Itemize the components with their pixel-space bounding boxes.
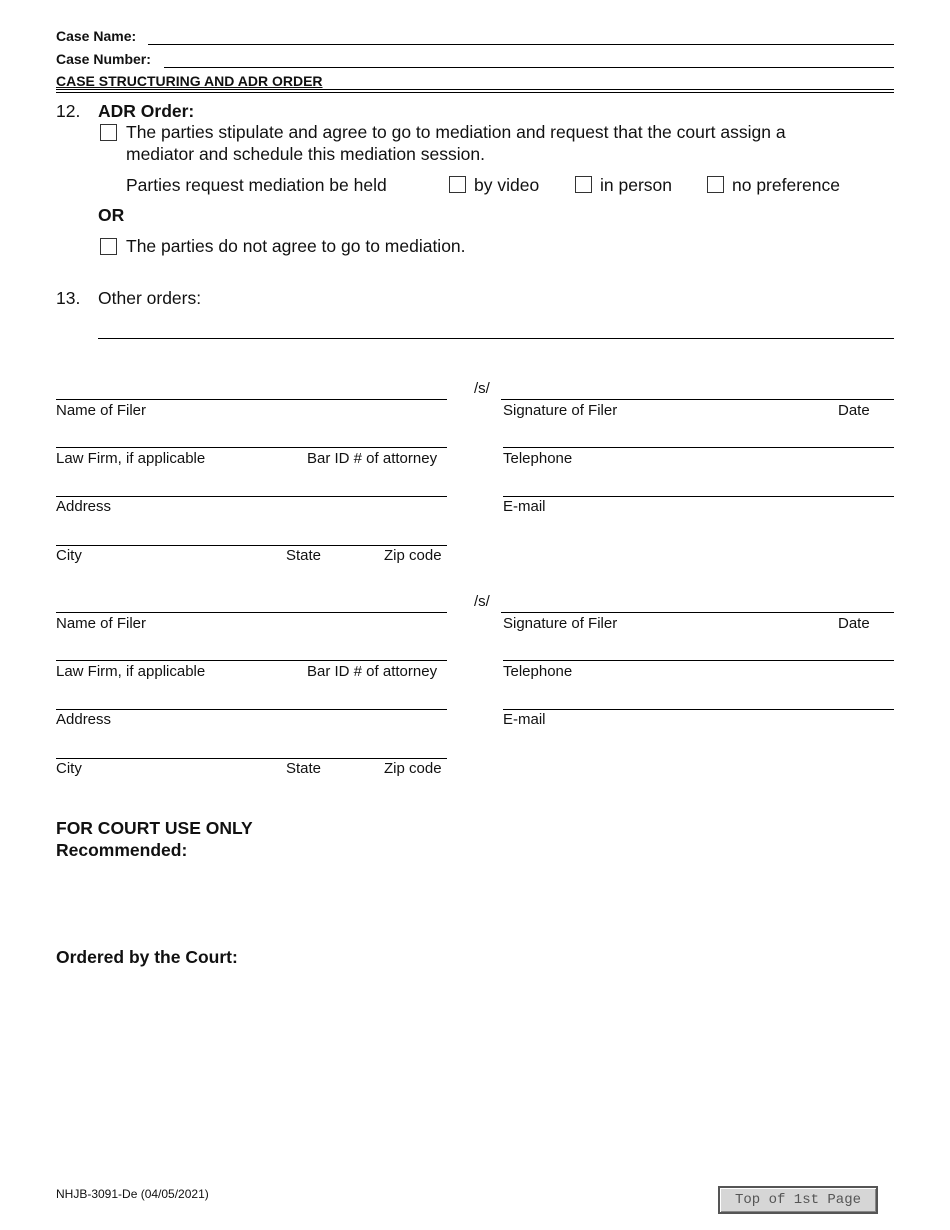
filer2-city-field[interactable]: [58, 735, 447, 759]
filer1-firm-line: [56, 447, 447, 448]
filer1-telephone-field[interactable]: [505, 425, 894, 449]
filer2-email-label: E-mail: [503, 711, 546, 728]
filer1-state-label: State: [286, 547, 322, 564]
filer2-firm-field[interactable]: [58, 638, 447, 662]
by-video-checkbox[interactable]: [449, 176, 466, 193]
filer2-name-line: [56, 612, 447, 613]
title-rule-bottom: [56, 92, 894, 93]
case-name-label: Case Name:: [56, 28, 137, 44]
top-of-first-page-button[interactable]: Top of 1st Page: [718, 1186, 878, 1214]
court-use-heading: FOR COURT USE ONLY: [56, 818, 253, 838]
filer1-telephone-label: Telephone: [503, 450, 573, 467]
other-orders-line: [98, 338, 894, 339]
other-orders-field[interactable]: [100, 315, 894, 339]
filer1-address-field[interactable]: [58, 473, 447, 497]
filer2-address-field[interactable]: [58, 686, 447, 710]
case-name-line: [148, 44, 894, 45]
item13-number: 13.: [56, 288, 81, 308]
by-video-label: by video: [474, 175, 540, 195]
filer1-signature-line: [501, 399, 894, 400]
filer1-name-line: [56, 399, 447, 400]
not-agree-checkbox[interactable]: [100, 238, 117, 255]
no-preference-checkbox[interactable]: [707, 176, 724, 193]
filer1-zip-label: Zip code: [384, 547, 442, 564]
item12-title: ADR Order:: [98, 101, 195, 121]
ordered-by-court-label: Ordered by the Court:: [56, 947, 238, 967]
filer1-telephone-line: [503, 447, 894, 448]
no-preference-label: no preference: [732, 175, 840, 195]
not-agree-text: The parties do not agree to go to mediation.: [126, 236, 466, 256]
filer2-email-line: [503, 709, 894, 710]
or-label: OR: [98, 205, 125, 225]
filer1-email-line: [503, 496, 894, 497]
filer1-name-field[interactable]: [58, 376, 447, 400]
filer1-address-label: Address: [56, 498, 112, 515]
mediation-request-label: Parties request mediation be held: [126, 175, 387, 195]
filer1-signature-label: Signature of Filer: [503, 402, 618, 419]
filer1-firm-label: Law Firm, if applicable: [56, 450, 206, 467]
filer2-signature-field[interactable]: [504, 589, 894, 613]
filer1-name-label: Name of Filer: [56, 402, 147, 419]
filer1-address-line: [56, 496, 447, 497]
filer2-signature-label: Signature of Filer: [503, 615, 618, 632]
filer2-state-label: State: [286, 760, 322, 777]
filer1-email-field[interactable]: [505, 473, 894, 497]
filer2-email-field[interactable]: [505, 686, 894, 710]
filer2-address-line: [56, 709, 447, 710]
filer2-zip-label: Zip code: [384, 760, 442, 777]
in-person-label: in person: [600, 175, 672, 195]
filer2-name-field[interactable]: [58, 589, 447, 613]
form-title: CASE STRUCTURING AND ADR ORDER: [56, 73, 323, 89]
stipulate-checkbox[interactable]: [100, 124, 117, 141]
stipulate-text-line1: The parties stipulate and agree to go to mediation and request that the court assign a: [126, 122, 786, 142]
stipulate-text-line2: mediator and schedule this mediation session.: [126, 144, 485, 164]
filer2-address-label: Address: [56, 711, 112, 728]
filer2-date-label: Date: [838, 615, 870, 632]
case-number-line: [164, 67, 894, 68]
filer1-bar-label: Bar ID # of attorney: [307, 450, 438, 467]
filer1-city-field[interactable]: [58, 522, 447, 546]
filer1-firm-field[interactable]: [58, 425, 447, 449]
recommended-label: Recommended:: [56, 840, 188, 860]
case-number-label: Case Number:: [56, 51, 151, 67]
filer2-telephone-line: [503, 660, 894, 661]
filer2-bar-label: Bar ID # of attorney: [307, 663, 438, 680]
form-id: NHJB-3091-De (04/05/2021): [56, 1187, 209, 1201]
title-rule-top: [56, 89, 894, 90]
filer2-sig-prefix: /s/: [474, 593, 490, 610]
filer1-sig-prefix: /s/: [474, 380, 490, 397]
filer2-firm-line: [56, 660, 447, 661]
filer1-city-label: City: [56, 547, 82, 564]
filer2-telephone-label: Telephone: [503, 663, 573, 680]
filer2-telephone-field[interactable]: [505, 638, 894, 662]
filer1-signature-field[interactable]: [504, 376, 894, 400]
filer2-city-line: [56, 758, 447, 759]
filer1-date-label: Date: [838, 402, 870, 419]
filer1-city-line: [56, 545, 447, 546]
item12-number: 12.: [56, 101, 81, 121]
item13-title: Other orders:: [98, 288, 202, 308]
filer2-name-label: Name of Filer: [56, 615, 147, 632]
filer1-email-label: E-mail: [503, 498, 546, 515]
filer2-city-label: City: [56, 760, 82, 777]
filer2-firm-label: Law Firm, if applicable: [56, 663, 206, 680]
filer2-signature-line: [501, 612, 894, 613]
in-person-checkbox[interactable]: [575, 176, 592, 193]
